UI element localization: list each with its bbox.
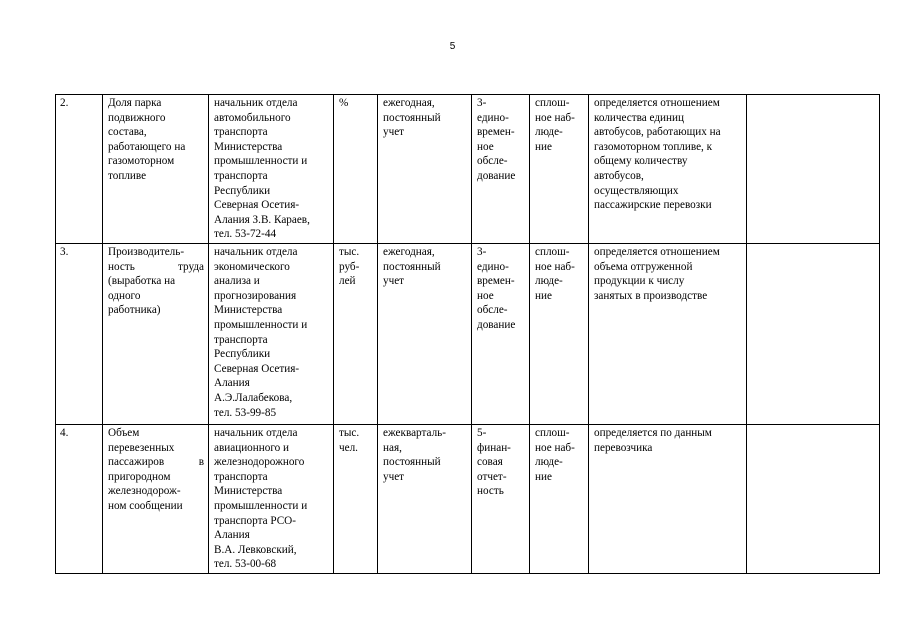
table-body	[56, 95, 880, 574]
cell-line: обсле-	[477, 155, 508, 168]
cell-line: сплош-	[535, 246, 570, 258]
cell-line: газомоторном	[108, 155, 175, 168]
cell-line: чел.	[339, 441, 358, 454]
cell-line: совая	[477, 456, 503, 469]
cell-line: пригородном	[108, 470, 171, 483]
cell-line: отчет-	[477, 470, 507, 483]
cell-line: ное	[477, 140, 494, 153]
table-row	[56, 244, 880, 425]
cell-extra	[747, 95, 880, 244]
cell-source	[472, 425, 530, 574]
cell-line: железнодорож-	[108, 485, 181, 498]
cell-line: транспорта	[214, 126, 268, 139]
cell-line: едино-	[477, 260, 509, 273]
cell-periodicity	[378, 244, 472, 425]
cell-line: определяется отношением	[594, 97, 720, 109]
cell-line: продукции к числу	[594, 275, 685, 288]
cell-line: ежекварталь-	[383, 427, 446, 439]
indicator-table	[55, 94, 880, 574]
cell-line: Северная Осетия-	[214, 362, 300, 375]
cell-line: анализа и	[214, 275, 260, 288]
cell-periodicity	[378, 95, 472, 244]
cell-line: тел. 53-72-44	[214, 228, 277, 241]
cell-line: транспорта	[214, 333, 268, 346]
cell-line: Республики	[214, 184, 271, 197]
cell-line: людe-	[535, 126, 563, 139]
cell-line: Производитель-	[108, 246, 185, 258]
cell-indicator	[103, 95, 209, 244]
cell-number: 3.	[56, 244, 103, 425]
cell-line: тыс.	[339, 427, 360, 439]
cell-responsible	[209, 95, 334, 244]
cell-line: экономического	[214, 260, 290, 273]
cell-indicator	[103, 425, 209, 574]
cell-number: 4.	[56, 425, 103, 574]
cell-line: лей	[339, 275, 356, 288]
page-number: 5	[449, 41, 456, 52]
cell-line: тел. 53-00-68	[214, 558, 277, 571]
cell-unit	[334, 425, 378, 574]
cell-line: времен-	[477, 126, 515, 139]
cell-line: автомобильного	[214, 111, 291, 124]
cell-line: времен-	[477, 275, 515, 288]
cell-line: транспорта РСО-	[214, 514, 296, 527]
cell-calculation	[589, 95, 747, 244]
cell-line: подвижного	[108, 111, 166, 124]
cell-calculation	[589, 425, 747, 574]
cell-line: постоянный	[383, 456, 441, 469]
cell-line: автобусов,	[594, 169, 644, 182]
cell-line: 3-	[477, 246, 487, 258]
cell-line: учет	[383, 126, 405, 139]
cell-line: топливе	[108, 169, 147, 182]
cell-line: количества единиц	[594, 111, 684, 124]
cell-source	[472, 244, 530, 425]
cell-line: общему количеству	[594, 155, 688, 168]
cell-line: ность	[477, 485, 504, 498]
cell-line: А.Э.Лалабекова,	[214, 391, 293, 404]
cell-method	[530, 425, 589, 574]
cell-line: обсле-	[477, 304, 508, 317]
cell-line: (выработка на	[108, 275, 176, 288]
cell-periodicity	[378, 425, 472, 574]
cell-line: пассажиров в	[108, 456, 204, 469]
cell-number: 2.	[56, 95, 103, 244]
cell-line: Алания	[214, 377, 250, 390]
cell-line: людe-	[535, 275, 563, 288]
cell-line: ежегодная,	[383, 97, 435, 109]
cell-line: автобусов, работающих на	[594, 126, 721, 139]
cell-line: сплош-	[535, 97, 570, 109]
cell-line: едино-	[477, 111, 509, 124]
cell-line: промышленности и	[214, 155, 308, 168]
cell-line: Министерства	[214, 485, 283, 498]
cell-line: тел. 53-99-85	[214, 406, 277, 419]
cell-line: ность труда	[108, 260, 204, 273]
cell-line: ном сообщении	[108, 499, 183, 512]
cell-line: объема отгруженной	[594, 260, 693, 273]
cell-line: %	[339, 97, 349, 109]
cell-line: газомоторном топливе, к	[594, 140, 713, 153]
cell-line: осуществляющих	[594, 184, 679, 197]
cell-line: ние	[535, 289, 552, 302]
cell-source	[472, 95, 530, 244]
cell-line: определяется отношением	[594, 246, 720, 258]
cell-line: одного	[108, 289, 141, 302]
cell-line: ное наб-	[535, 260, 575, 273]
cell-line: начальник отдела	[214, 246, 298, 258]
cell-method	[530, 244, 589, 425]
cell-unit	[334, 244, 378, 425]
cell-line: тыс.	[339, 246, 360, 258]
cell-responsible	[209, 425, 334, 574]
cell-line: ное наб-	[535, 111, 575, 124]
cell-line: работающего на	[108, 140, 186, 153]
cell-line: перевезенных	[108, 441, 175, 454]
cell-line: Северная Осетия-	[214, 199, 300, 212]
cell-unit	[334, 95, 378, 244]
cell-line: руб-	[339, 260, 360, 273]
cell-line: ежегодная,	[383, 246, 435, 258]
cell-line: ное	[477, 289, 494, 302]
cell-line: ние	[535, 470, 552, 483]
cell-line: ние	[535, 140, 552, 153]
cell-line: начальник отдела	[214, 427, 298, 439]
cell-line: учет	[383, 275, 405, 288]
cell-line: 3-	[477, 97, 487, 109]
cell-line: дование	[477, 169, 516, 182]
cell-line: Министерства	[214, 140, 283, 153]
table-row	[56, 95, 880, 244]
cell-method	[530, 95, 589, 244]
cell-line: сплош-	[535, 427, 570, 439]
cell-line: ная,	[383, 441, 402, 454]
cell-line: постоянный	[383, 260, 441, 273]
cell-line: учет	[383, 470, 405, 483]
cell-line: прогнозирования	[214, 289, 297, 302]
cell-line: работника)	[108, 304, 161, 317]
cell-line: В.А. Левковский,	[214, 543, 297, 556]
cell-line: занятых в производстве	[594, 289, 708, 302]
cell-line: Доля парка	[108, 97, 162, 109]
cell-line: людe-	[535, 456, 563, 469]
cell-line: железнодорожного	[214, 456, 305, 469]
cell-line: финан-	[477, 441, 511, 454]
cell-line: транспорта	[214, 470, 268, 483]
cell-responsible	[209, 244, 334, 425]
cell-extra	[747, 244, 880, 425]
cell-line: промышленности и	[214, 499, 308, 512]
cell-line: пассажирские перевозки	[594, 199, 712, 212]
cell-line: промышленности и	[214, 318, 308, 331]
cell-line: Алания З.В. Караев,	[214, 213, 310, 226]
table-row	[56, 425, 880, 574]
cell-line: ное наб-	[535, 441, 575, 454]
cell-line: Объем	[108, 427, 140, 439]
cell-indicator	[103, 244, 209, 425]
cell-line: транспорта	[214, 169, 268, 182]
cell-calculation	[589, 244, 747, 425]
cell-extra	[747, 425, 880, 574]
cell-line: перевозчика	[594, 441, 653, 454]
cell-line: 5-	[477, 427, 487, 439]
cell-line: Министерства	[214, 304, 283, 317]
cell-line: состава,	[108, 126, 147, 139]
cell-line: определяется по данным	[594, 427, 712, 439]
cell-line: постоянный	[383, 111, 441, 124]
cell-line: Алания	[214, 529, 250, 542]
cell-line: авиационного и	[214, 441, 290, 454]
cell-line: дование	[477, 318, 516, 331]
cell-line: начальник отдела	[214, 97, 298, 109]
cell-line: Республики	[214, 348, 271, 361]
